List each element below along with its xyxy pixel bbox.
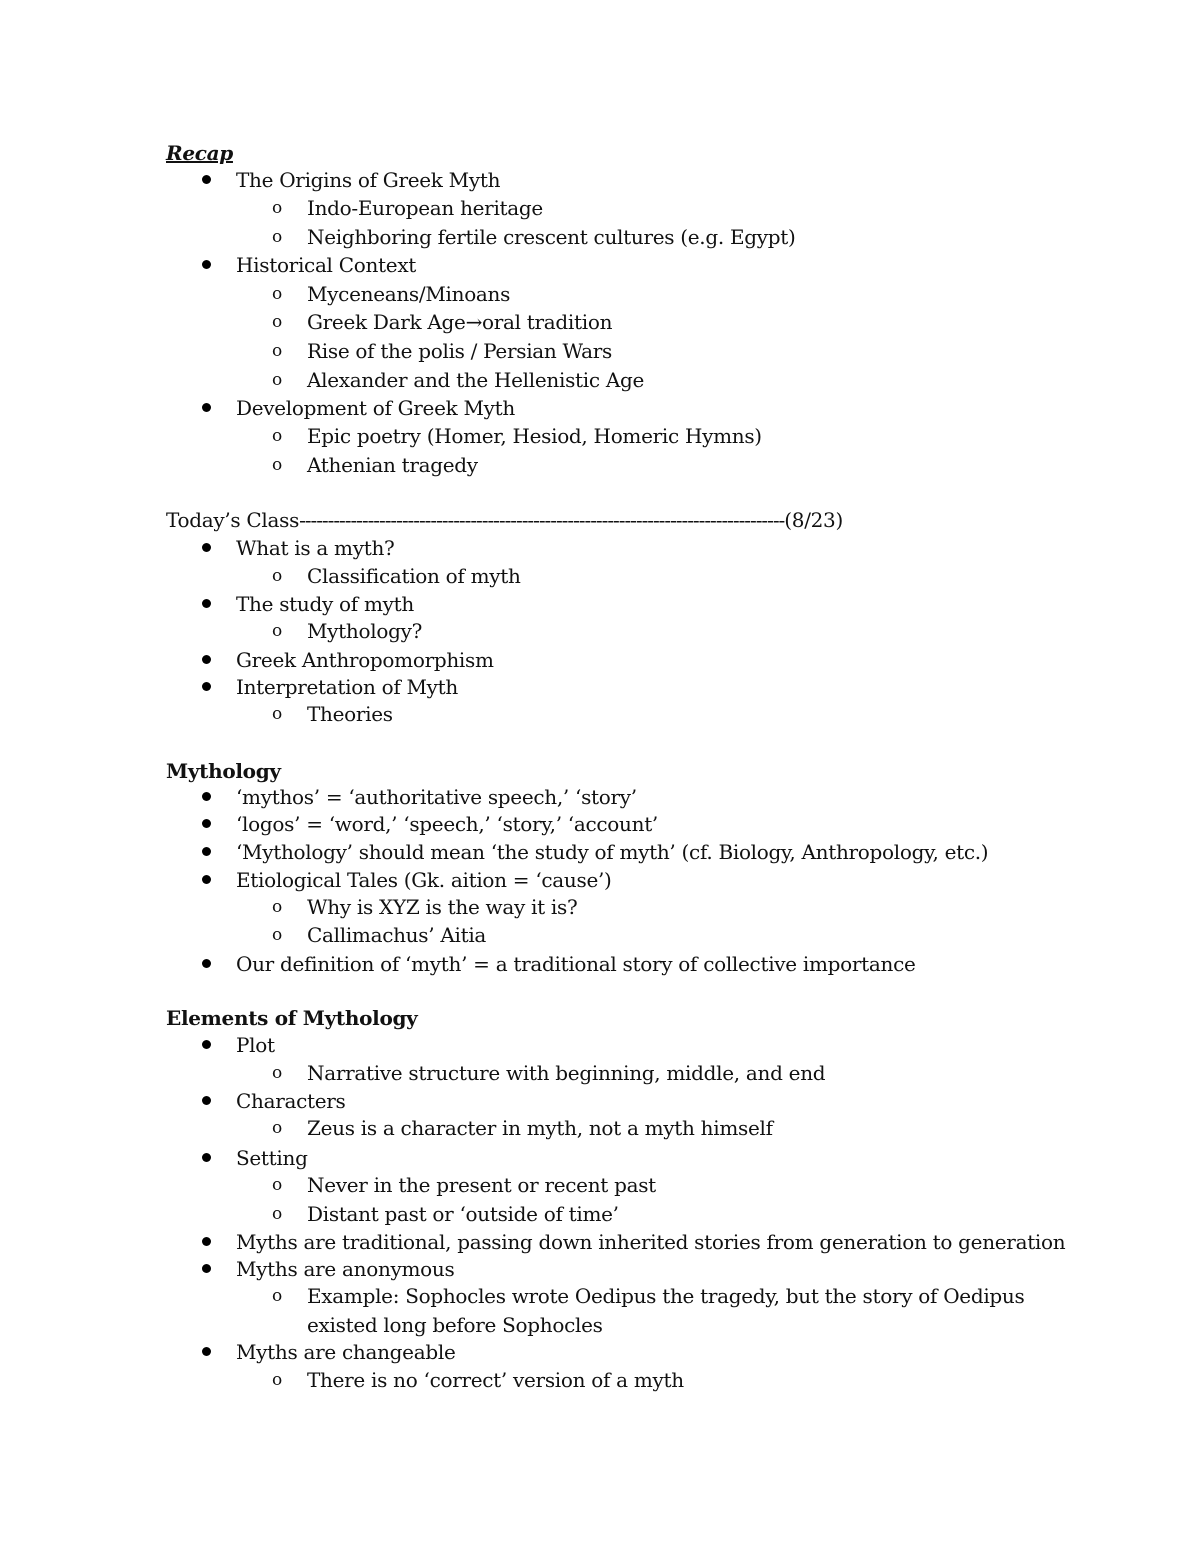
list-subitem: There is no ‘correct’ version of a myth [307, 1368, 684, 1392]
list-subitem: Classification of myth [307, 564, 521, 588]
list-item: Interpretation of Myth [236, 675, 458, 699]
list-subitem: Theories [307, 702, 393, 726]
bullet-icon [202, 175, 211, 184]
bullet-icon [202, 847, 211, 856]
bullet-icon [202, 959, 211, 968]
sub-bullet-icon: o [272, 455, 282, 475]
list-item: ‘mythos’ = ‘authoritative speech,’ ‘story’ [236, 785, 637, 809]
sub-bullet-icon: o [272, 426, 282, 446]
list-item: Our definition of ‘myth’ = a traditional story of collective importance [236, 952, 916, 976]
bullet-icon [202, 655, 211, 664]
list-item: ‘logos’ = ‘word,’ ‘speech,’ ‘story,’ ‘account’ [236, 812, 658, 836]
list-item: Characters [236, 1089, 346, 1113]
list-subitem: Athenian tragedy [307, 453, 478, 477]
sub-bullet-icon: o [272, 1175, 282, 1195]
list-subitem: Why is XYZ is the way it is? [307, 895, 578, 919]
bullet-icon [202, 543, 211, 552]
todays-class-label: Today’s Class [166, 508, 300, 532]
list-subitem: Never in the present or recent past [307, 1173, 656, 1197]
bullet-icon [202, 1096, 211, 1105]
list-subitem: Narrative structure with beginning, middle, and end [307, 1061, 826, 1085]
sub-bullet-icon: o [272, 1118, 282, 1138]
sub-bullet-icon: o [272, 925, 282, 945]
bullet-icon [202, 1237, 211, 1246]
list-subitem: Myceneans/Minoans [307, 282, 511, 306]
list-item: Myths are changeable [236, 1340, 456, 1364]
todays-class-heading [166, 510, 843, 530]
list-subitem: Alexander and the Hellenistic Age [307, 368, 645, 392]
list-subitem-continuation: existed long before Sophocles [307, 1313, 603, 1337]
list-item: Plot [236, 1033, 275, 1057]
sub-bullet-icon: o [272, 227, 282, 247]
list-item: Greek Anthropomorphism [236, 648, 494, 672]
list-subitem: Zeus is a character in myth, not a myth himself [307, 1116, 773, 1140]
list-subitem: Rise of the polis / Persian Wars [307, 339, 612, 363]
sub-bullet-icon: o [272, 1286, 282, 1306]
list-subitem: Example: Sophocles wrote Oedipus the tragedy, but the story of Oedipus [307, 1284, 1025, 1308]
sub-bullet-icon: o [272, 341, 282, 361]
elements-heading: Elements of Mythology [166, 1006, 418, 1030]
todays-class-dashes: ------------------------------------------------------------------------------------- [299, 508, 785, 532]
list-item: The study of myth [236, 592, 414, 616]
list-item: Historical Context [236, 253, 417, 277]
list-item: Development of Greek Myth [236, 396, 516, 420]
sub-bullet-icon: o [272, 704, 282, 724]
list-item: The Origins of Greek Myth [236, 168, 501, 192]
sub-bullet-icon: o [272, 1204, 282, 1224]
sub-bullet-icon: o [272, 312, 282, 332]
bullet-icon [202, 819, 211, 828]
list-item: Myths are traditional, passing down inherited stories from generation to generation [236, 1230, 1066, 1254]
list-subitem: Epic poetry (Homer, Hesiod, Homeric Hymns) [307, 424, 762, 448]
list-subitem: Distant past or ‘outside of time’ [307, 1202, 619, 1226]
list-subitem: Greek Dark Age→oral tradition [307, 310, 613, 334]
bullet-icon [202, 403, 211, 412]
bullet-icon [202, 1347, 211, 1356]
list-item: Etiological Tales (Gk. aition = ‘cause’) [236, 868, 612, 892]
list-subitem: Indo-European heritage [307, 196, 543, 220]
bullet-icon [202, 1153, 211, 1162]
list-subitem: Callimachus’ Aitia [307, 923, 487, 947]
sub-bullet-icon: o [272, 370, 282, 390]
list-item: Setting [236, 1146, 308, 1170]
list-subitem: Neighboring fertile crescent cultures (e.g. Egypt) [307, 225, 796, 249]
list-item: What is a myth? [236, 536, 395, 560]
bullet-icon [202, 1264, 211, 1273]
bullet-icon [202, 682, 211, 691]
sub-bullet-icon: o [272, 1370, 282, 1390]
recap-heading: Recap [166, 141, 233, 165]
list-item: ‘Mythology’ should mean ‘the study of myth’ (cf. Biology, Anthropology, etc.) [236, 840, 989, 864]
bullet-icon [202, 599, 211, 608]
sub-bullet-icon: o [272, 897, 282, 917]
sub-bullet-icon: o [272, 1063, 282, 1083]
mythology-heading: Mythology [166, 759, 281, 783]
bullet-icon [202, 260, 211, 269]
todays-class-date: (8/23) [784, 508, 843, 532]
list-item: Myths are anonymous [236, 1257, 455, 1281]
sub-bullet-icon: o [272, 198, 282, 218]
sub-bullet-icon: o [272, 566, 282, 586]
sub-bullet-icon: o [272, 284, 282, 304]
list-subitem: Mythology? [307, 619, 422, 643]
bullet-icon [202, 875, 211, 884]
bullet-icon [202, 792, 211, 801]
bullet-icon [202, 1040, 211, 1049]
sub-bullet-icon: o [272, 621, 282, 641]
